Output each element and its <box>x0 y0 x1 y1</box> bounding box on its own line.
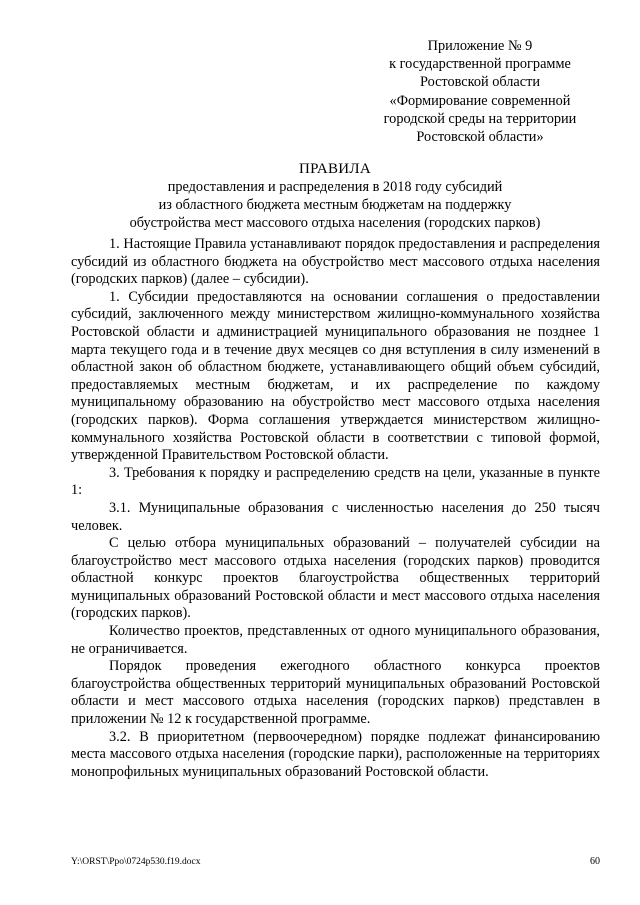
document-subtitle-line: обустройства мест массового отдыха населения (городских парков) <box>129 215 541 232</box>
paragraph: 3.1. Муниципальные образования с численностью населения до 250 тысяч человек. <box>71 499 600 534</box>
document-subtitle-line: предоставления и распределения в 2018 году субсидий <box>167 179 503 195</box>
appendix-line: Ростовской области <box>419 74 541 91</box>
document-body <box>71 236 600 781</box>
document-title: ПРАВИЛА <box>298 161 372 177</box>
paragraph: Порядок проведения ежегодного областного конкурса проектов благоустройства общественных территорий муниципальных образований Ростовской области и мест массового отдыха населения (городских парков) представлен в приложении № 12 к государственной программе. <box>71 658 600 728</box>
document-subtitle-line: из областного бюджета местным бюджетам на поддержку <box>158 197 512 214</box>
paragraph: Количество проектов, представленных от одного муниципального образования, не ограничивается. <box>71 623 600 657</box>
document-title-block <box>60 160 610 233</box>
paragraph: С целью отбора муниципальных образований – получателей субсидии на благоустройство мест массового отдыха населения (городских парков) проводится областной конкурс проектов благоустройства общественных территорий муниципальных образований Ростовской области и мест массового отдыха населения (городских парков). <box>71 535 600 622</box>
page-number: 60 <box>590 856 600 867</box>
appendix-line: к государственной программе <box>389 56 571 73</box>
appendix-header <box>360 37 600 146</box>
appendix-line: городской среды на территории <box>383 110 577 127</box>
paragraph: 1. Настоящие Правила устанавливают порядок предоставления и распределения субсидий из областного бюджета на обустройство мест массового отдыха населения (городских парков) (далее – субсидии). <box>71 236 600 288</box>
appendix-line: Приложение № 9 <box>427 38 533 54</box>
appendix-line: Ростовской области» <box>416 129 544 146</box>
paragraph: 1. Субсидии предоставляются на основании соглашения о предоставлении субсидий, заключенного между министерством жилищно-коммунального хозяйства Ростовской области и администрацией муниципального образования не позднее 1 марта текущего года и в течение двух месяцев со дня вступления в силу изменений в областной закон об областном бюджете, устанавливающего общий объем субсидий, предоставляемых местным бюджетам, и их распределение по каждому муниципальному образованию на обустройство мест массового отдыха населения (городских парков). Форма соглашения утверждается министерством жилищно-коммунального хозяйства Ростовской области в соответствии с типовой формой, утвержденной Правительством Ростовской области. <box>71 288 600 464</box>
footer-file-path: Y:\ORST\Ppo\0724p530.f19.docx <box>71 857 201 867</box>
paragraph: 3.2. В приоритетном (первоочередном) порядке подлежат финансированию места массового отдыха населения (городские парки), расположенные на территориях монопрофильных муниципальных образований Ростовской области. <box>71 728 600 780</box>
appendix-line: «Формирование современной <box>389 92 571 109</box>
paragraph: 3. Требования к порядку и распределению средств на цели, указанные в пункте 1: <box>71 464 600 499</box>
